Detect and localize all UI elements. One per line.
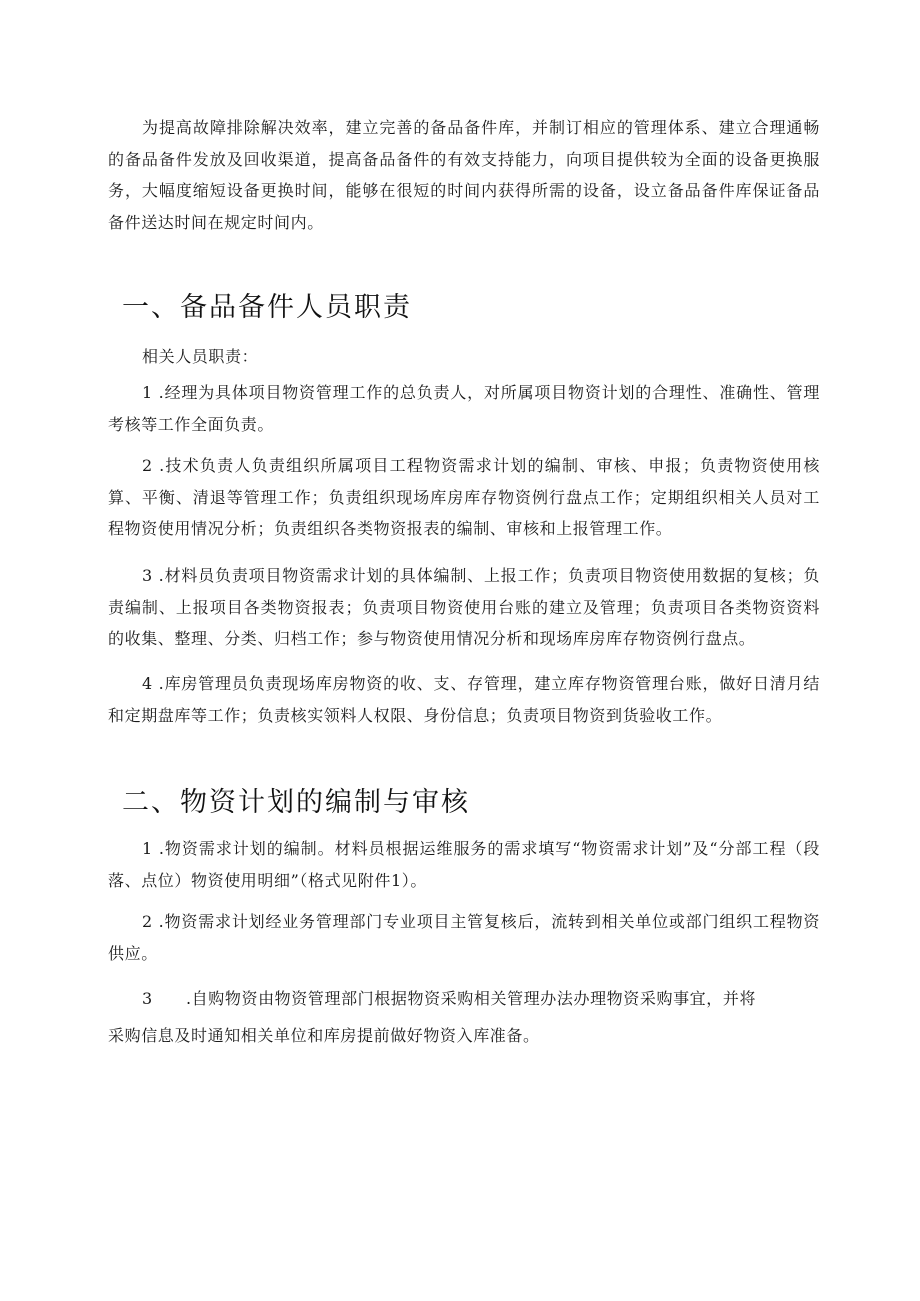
section1-item-2: 2 .技术负责人负责组织所属项目工程物资需求计划的编制、审核、申报；负责物资使用核算、平衡、清退等管理工作；负责组织现场库房库存物资例行盘点工作；定期组织相关人员对工程物资使用情况分析；负责组织各类物资报表的编制、审核和上报管理工作。 bbox=[108, 456, 820, 538]
section2-item-3-line2: 采购信息及时通知相关单位和库房提前做好物资入库准备。 bbox=[108, 1026, 540, 1045]
section2-item-3-line1: 3 .自购物资由物资管理部门根据物资采购相关管理办法办理物资采购事宜，并将 bbox=[142, 989, 757, 1008]
section1-item-4: 4 .库房管理员负责现场库房物资的收、支、存管理，建立库存物资管理台账，做好日清月结和定期盘库等工作；负责核实领料人权限、身份信息；负责项目物资到货验收工作。 bbox=[108, 674, 820, 725]
section1-item-3: 3 .材料员负责项目物资需求计划的具体编制、上报工作；负责项目物资使用数据的复核；负责编制、上报项目各类物资报表；负责项目物资使用台账的建立及管理；负责项目各类物资资料的收集、整理、分类、归档工作；参与物资使用情况分析和现场库房库存物资例行盘点。 bbox=[108, 566, 820, 648]
section1-item-1: 1 .经理为具体项目物资管理工作的总负责人，对所属项目物资计划的合理性、准确性、管理考核等工作全面负责。 bbox=[108, 383, 820, 434]
section2-item-1: 1 .物资需求计划的编制。材料员根据运维服务的需求填写“物资需求计划”及“分部工程（段落、点位）物资使用明细”（格式见附件1）。 bbox=[108, 839, 820, 890]
section2-heading: 二、物资计划的编制与审核 bbox=[122, 787, 470, 818]
section1-heading: 一、备品备件人员职责 bbox=[122, 292, 412, 323]
intro-paragraph: 为提高故障排除解决效率，建立完善的备品备件库，并制订相应的管理体系、建立合理通畅的备品备件发放及回收渠道，提高备品备件的有效支持能力，向项目提供较为全面的设备更换服务，大幅度缩短设备更换时间，能够在很短的时间内获得所需的设备，设立备品备件库保证备品备件送达时间在规定时间内。 bbox=[108, 118, 820, 232]
section2-item-2: 2 .物资需求计划经业务管理部门专业项目主管复核后，流转到相关单位或部门组织工程物资供应。 bbox=[108, 912, 820, 963]
section1-lead: 相关人员职责： bbox=[142, 347, 259, 366]
